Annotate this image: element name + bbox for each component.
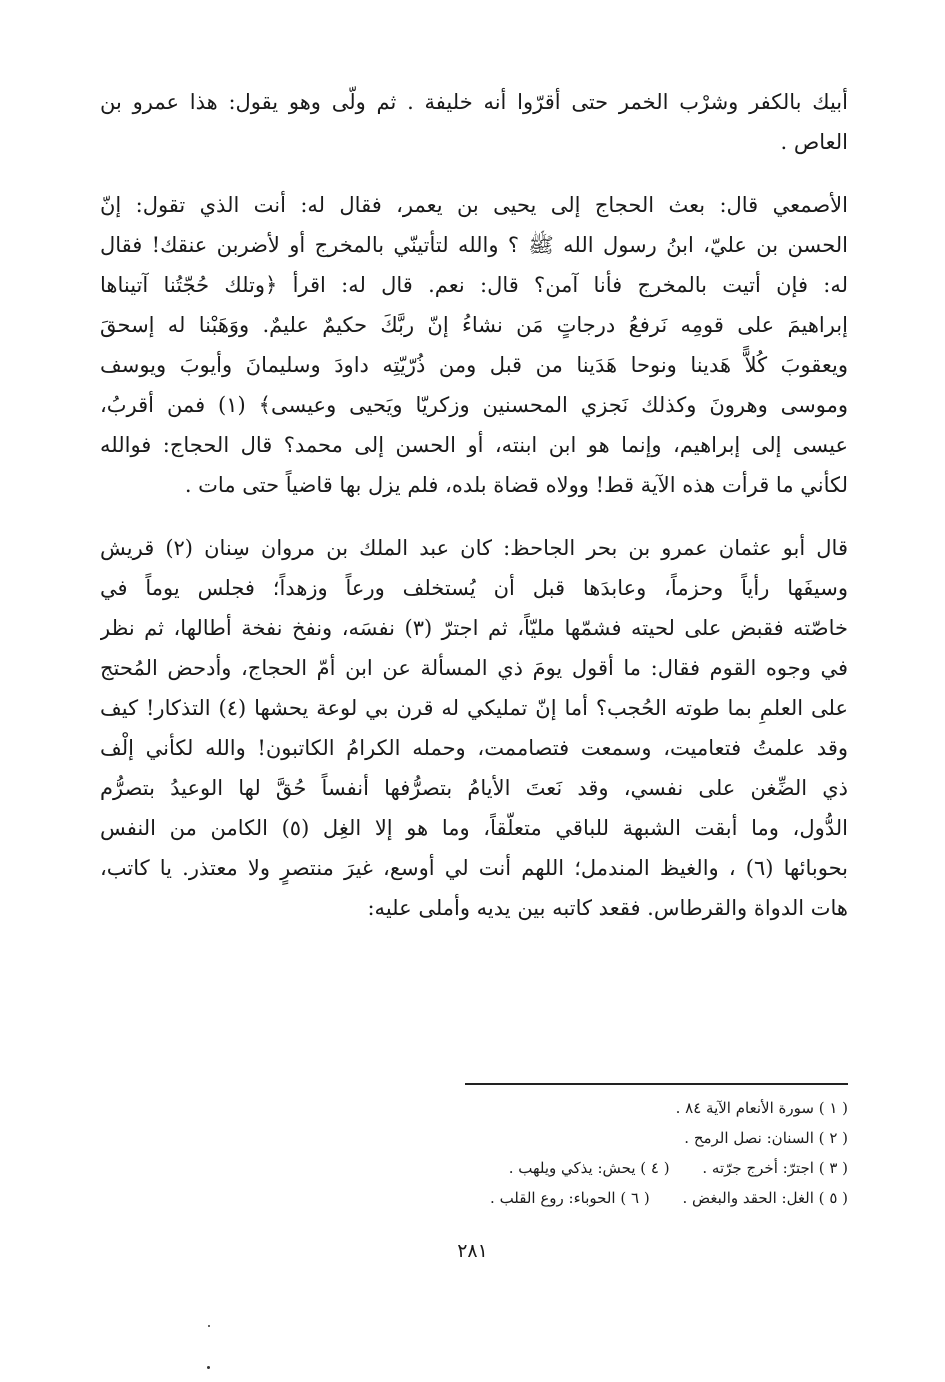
text-line: أبيك بالكفر وشرْب الخمر حتى أقرّوا أنه خليفة . ثم ولّى وهو يقول: هذا عمرو بن	[100, 90, 848, 114]
main-text	[100, 82, 848, 951]
paragraph	[100, 82, 848, 162]
paragraph	[100, 185, 848, 505]
text-line: قال أبو عثمان عمرو بن بحر الجاحظ: كان عبد الملك بن مروان سِنان (٢) قريش	[100, 536, 848, 560]
paragraph	[100, 528, 848, 928]
page-number: ٢٨١	[457, 1240, 488, 1262]
text-line: خاصّته فقبض على لحيته فشمّها مليّاً، ثم اجترّ (٣) نفسَه، ونفخ نفخة أطالها، ثم نظر	[100, 616, 848, 640]
text-line: عيسى إلى إبراهيم، وإنما هو ابن ابنته، أو الحسن إلى محمد؟ قال الحجاج: فوالله	[100, 433, 848, 457]
text-line: ويعقوبَ كُلاًّ هَدينا ونوحا هَدَينا من قبل ومن ذُرّيّتِه داودَ وسليمانَ وأيوبَ ويوسف	[100, 353, 848, 377]
scan-speck	[207, 1366, 210, 1369]
footnote: ( ٦ ) الحوباء: روع القلب .	[490, 1189, 650, 1207]
footnote: ( ٤ ) يحش: يذكي ويلهب .	[508, 1159, 670, 1177]
scan-speck	[208, 1325, 210, 1327]
text-line: إبراهيمَ على قومِه نَرفعُ درجاتٍ مَن نشاءُ إنّ ربَّكَ حكيمٌ عليمٌ. ووَهَبْنا له إسحقَ	[100, 313, 848, 337]
footnote: ( ١ ) سورة الأنعام الآية ٨٤ .	[675, 1099, 848, 1117]
text-line: الحسن بن عليّ، ابنُ رسول الله ﷺ ؟ والله لتأتينّي بالمخرج أو لأضربن عنقك! فقال	[100, 233, 848, 257]
text-line: العاص .	[780, 130, 848, 154]
footnote-row	[368, 1093, 848, 1123]
text-line: بحوبائها (٦) ، والغيظ المندمل؛ اللهم أنت لي أوسع، غيرَ منتصرٍ ولا معتذر. يا كاتب،	[100, 856, 848, 880]
text-line: على العلمِ بما طوته الحُجب؟ أما إنّ تمليكي له قرن بي لوعة يحشها (٤) التذكار! كيف	[100, 696, 848, 720]
text-line: وموسى وهرونَ وكذلك نَجزي المحسنين وزكريّا ويَحيى وعيسى﴾ (١) فمن أقربُ،	[100, 393, 848, 417]
text-line: له: فإن أتيت بالمخرج فأنا آمن؟ قال: نعم. قال له: اقرأ ﴿وتلك حُجّتُنا آتيناها	[100, 273, 848, 297]
text-line: الأصمعي قال: بعث الحجاج إلى يحيى بن يعمر، فقال له: أنت الذي تقول: إنّ	[100, 193, 848, 217]
text-line: ذي الضِّغن على نفسي، وقد نَعتَ الأيامُ بتصرُّفها أنفساً حُقَّ لها الوعيدُ بتصرُّم	[100, 776, 848, 800]
text-line: الدُّول، وما أبقت الشبهة للباقي متعلّقاً، وما هو إلا الغِل (٥) الكامن من النفس	[100, 816, 848, 840]
text-line: لكأني ما قرأت هذه الآية قط! وولاه قضاة بلده، فلم يزل بها قاضياً حتى مات .	[184, 473, 848, 497]
footnote-row	[368, 1183, 848, 1213]
footnote: ( ٥ ) الغل: الحقد والبغض .	[682, 1189, 848, 1207]
footnote: ( ٣ ) اجترّ: أخرج جرّته .	[702, 1159, 848, 1177]
text-line: هات الدواة والقرطاس. فقعد كاتبه بين يديه وأملى عليه:	[367, 896, 848, 920]
footnote-divider	[465, 1083, 848, 1085]
footnote: ( ٢ ) السنان: نصل الرمح .	[684, 1129, 848, 1147]
footnote-row	[368, 1153, 848, 1183]
text-line: وقد علمتُ فتعاميت، وسمعت فتصاممت، وحمله الكرامُ الكاتبون! والله لكأني إلْف	[100, 736, 848, 760]
text-line: وسيفَها رأياً وحزماً، وعابدَها قبل أن يُستخلف ورعاً وزهداً؛ فجلس يوماً في	[100, 576, 848, 600]
footnotes	[368, 1093, 848, 1213]
text-line: في وجوه القوم فقال: ما أقول يومَ ذي المسألة عن ابن أمّ الحجاج، وأدحض المُحتج	[100, 656, 848, 680]
footnote-row	[368, 1123, 848, 1153]
